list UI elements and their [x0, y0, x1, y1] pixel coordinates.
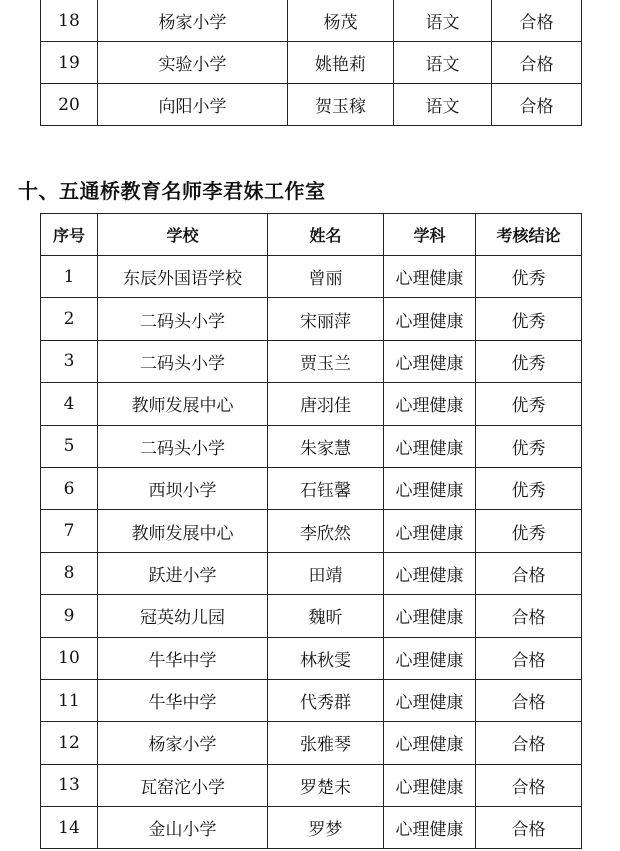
- cell-name: 唐羽佳: [268, 383, 384, 425]
- cell-subject: 心理健康: [384, 722, 476, 764]
- cell-name: 林秋雯: [268, 637, 384, 679]
- cell-result: 优秀: [476, 256, 582, 298]
- cell-index: 4: [41, 383, 98, 425]
- cell-result: 合格: [492, 84, 582, 126]
- cell-result: 合格: [476, 595, 582, 637]
- section-heading: 十、五通桥教育名师李君妹工作室: [18, 179, 326, 203]
- cell-result: 优秀: [476, 467, 582, 509]
- previous-results-table: [40, 0, 582, 126]
- cell-index: 1: [41, 256, 98, 298]
- cell-result: 合格: [492, 42, 582, 84]
- cell-subject: 语文: [394, 0, 492, 42]
- table-row: [41, 595, 582, 637]
- cell-subject: 心理健康: [384, 679, 476, 721]
- cell-name: 罗梦: [268, 807, 384, 849]
- cell-subject: 心理健康: [384, 552, 476, 594]
- cell-school: 东辰外国语学校: [98, 256, 268, 298]
- cell-result: 优秀: [476, 425, 582, 467]
- cell-subject: 心理健康: [384, 383, 476, 425]
- cell-name: 贾玉兰: [268, 340, 384, 382]
- cell-result: 合格: [476, 722, 582, 764]
- header-result: 考核结论: [476, 214, 582, 256]
- cell-school: 杨家小学: [98, 0, 288, 42]
- cell-subject: 心理健康: [384, 510, 476, 552]
- cell-name: 代秀群: [268, 679, 384, 721]
- cell-subject: 心理健康: [384, 595, 476, 637]
- table-row: [41, 42, 582, 84]
- cell-index: 9: [41, 595, 98, 637]
- cell-subject: 心理健康: [384, 298, 476, 340]
- cell-index: 14: [41, 807, 98, 849]
- cell-subject: 心理健康: [384, 807, 476, 849]
- table-row: [41, 467, 582, 509]
- cell-school: 向阳小学: [98, 84, 288, 126]
- table-header-row: [41, 214, 582, 256]
- cell-school: 教师发展中心: [98, 383, 268, 425]
- cell-name: 姚艳莉: [288, 42, 394, 84]
- table-row: [41, 764, 582, 806]
- table-row: [41, 298, 582, 340]
- cell-result: 合格: [476, 552, 582, 594]
- cell-school: 杨家小学: [98, 722, 268, 764]
- cell-school: 二码头小学: [98, 425, 268, 467]
- cell-school: 牛华中学: [98, 637, 268, 679]
- cell-school: 金山小学: [98, 807, 268, 849]
- cell-name: 朱家慧: [268, 425, 384, 467]
- cell-result: 合格: [476, 679, 582, 721]
- cell-result: 优秀: [476, 298, 582, 340]
- cell-index: 3: [41, 340, 98, 382]
- cell-subject: 心理健康: [384, 764, 476, 806]
- studio-results-table-body: [41, 256, 582, 849]
- table-row: [41, 425, 582, 467]
- cell-index: 13: [41, 764, 98, 806]
- cell-name: 田靖: [268, 552, 384, 594]
- cell-result: 优秀: [476, 510, 582, 552]
- cell-index: 10: [41, 637, 98, 679]
- header-school: 学校: [98, 214, 268, 256]
- previous-results-table-body: [41, 0, 582, 126]
- cell-result: 合格: [476, 807, 582, 849]
- cell-result: 合格: [476, 637, 582, 679]
- cell-name: 宋丽萍: [268, 298, 384, 340]
- cell-school: 二码头小学: [98, 298, 268, 340]
- cell-result: 合格: [492, 0, 582, 42]
- cell-name: 罗楚未: [268, 764, 384, 806]
- table-row: [41, 84, 582, 126]
- header-index: 序号: [41, 214, 98, 256]
- cell-school: 教师发展中心: [98, 510, 268, 552]
- cell-name: 贺玉稼: [288, 84, 394, 126]
- table-row: [41, 340, 582, 382]
- cell-name: 魏昕: [268, 595, 384, 637]
- cell-school: 实验小学: [98, 42, 288, 84]
- cell-name: 杨茂: [288, 0, 394, 42]
- cell-subject: 心理健康: [384, 340, 476, 382]
- table-row: [41, 510, 582, 552]
- cell-school: 二码头小学: [98, 340, 268, 382]
- cell-index: 20: [41, 84, 98, 126]
- table-row: [41, 0, 582, 42]
- cell-subject: 语文: [394, 42, 492, 84]
- cell-subject: 心理健康: [384, 425, 476, 467]
- cell-subject: 心理健康: [384, 256, 476, 298]
- table-row: [41, 637, 582, 679]
- cell-index: 6: [41, 467, 98, 509]
- cell-school: 牛华中学: [98, 679, 268, 721]
- cell-index: 7: [41, 510, 98, 552]
- table-row: [41, 552, 582, 594]
- cell-subject: 心理健康: [384, 637, 476, 679]
- cell-index: 12: [41, 722, 98, 764]
- table-row: [41, 383, 582, 425]
- cell-index: 19: [41, 42, 98, 84]
- cell-school: 冠英幼儿园: [98, 595, 268, 637]
- cell-name: 张雅琴: [268, 722, 384, 764]
- cell-index: 2: [41, 298, 98, 340]
- cell-subject: 心理健康: [384, 467, 476, 509]
- table-row: [41, 679, 582, 721]
- table-row: [41, 722, 582, 764]
- cell-name: 石钰馨: [268, 467, 384, 509]
- studio-results-table: [40, 213, 582, 849]
- cell-index: 18: [41, 0, 98, 42]
- table-row: [41, 807, 582, 849]
- cell-subject: 语文: [394, 84, 492, 126]
- table-row: [41, 256, 582, 298]
- cell-index: 5: [41, 425, 98, 467]
- cell-name: 李欣然: [268, 510, 384, 552]
- header-name: 姓名: [268, 214, 384, 256]
- cell-school: 西坝小学: [98, 467, 268, 509]
- cell-index: 8: [41, 552, 98, 594]
- cell-school: 跃进小学: [98, 552, 268, 594]
- cell-school: 瓦窑沱小学: [98, 764, 268, 806]
- cell-index: 11: [41, 679, 98, 721]
- header-subject: 学科: [384, 214, 476, 256]
- cell-result: 合格: [476, 764, 582, 806]
- cell-result: 优秀: [476, 383, 582, 425]
- cell-result: 优秀: [476, 340, 582, 382]
- cell-name: 曾丽: [268, 256, 384, 298]
